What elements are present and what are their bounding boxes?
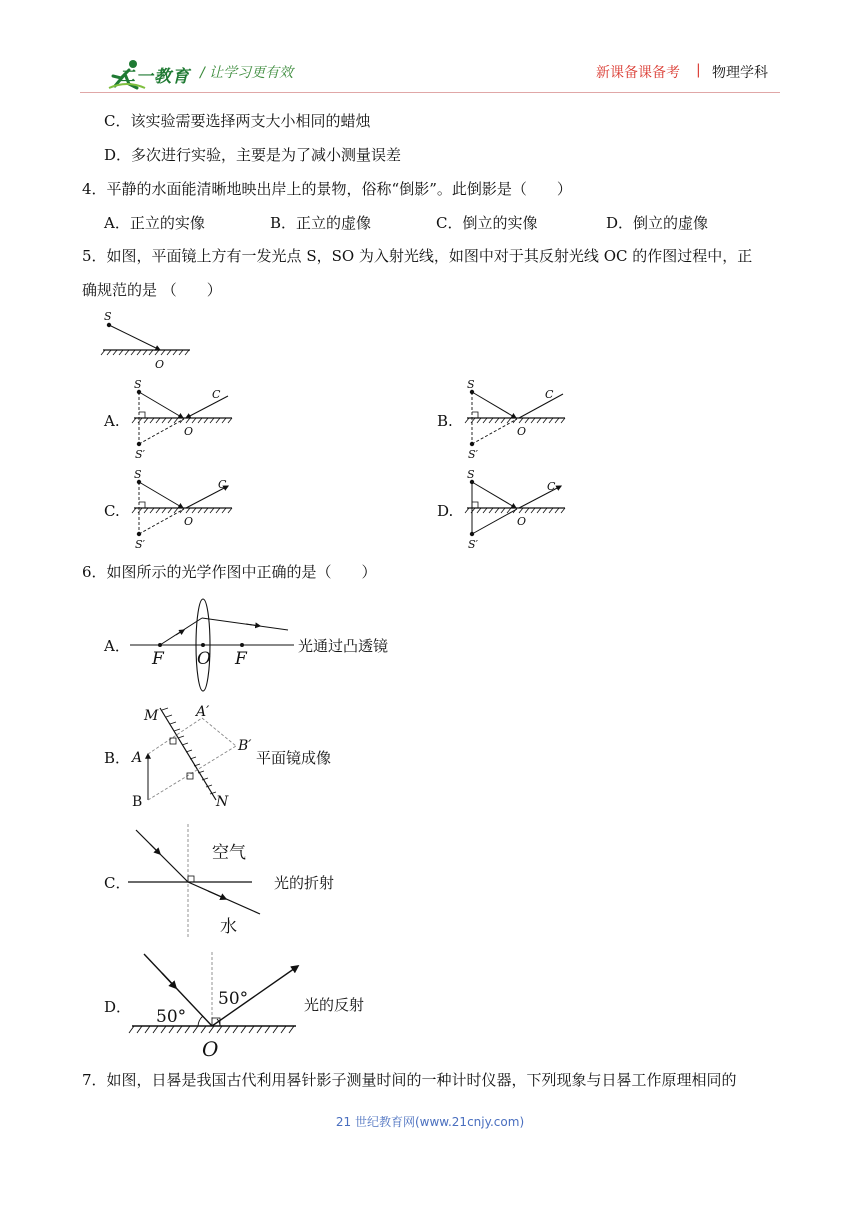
q5-c-label-c: C [218,478,227,491]
footer-source: 21 世纪教育网(www.21cnjy.com) [335,1115,525,1129]
q5-d-label-s: S [467,468,475,481]
q5-label-b: B. [437,412,453,430]
q5-label-d: D. [437,502,454,520]
q5-b-label-s: S [467,378,475,391]
q6-a-caption: 光通过凸透镜 [298,637,389,655]
q6-b-label-n: N [216,794,229,810]
slogan: / 让学习更有效 [200,65,294,81]
q5-figure-a [128,378,238,460]
q4-option-d: D．倒立的虚像 [606,214,709,232]
q5-figure-c [128,468,238,550]
header-course-tag: 新课备课备考 [596,65,680,81]
q6-b-label-m: M [144,708,159,724]
q7-stem: 7．如图，日晷是我国古代利用晷针影子测量时间的一种计时仪器，下列现象与日晷工作原理相同的 [82,1071,737,1089]
q4-stem: 4．平静的水面能清晰地映出岸上的景物，俗称“倒影”。此倒影是（ ） [82,180,572,198]
q3-option-c: C．该实验需要选择两支大小相同的蜡烛 [104,112,371,130]
q4-option-b: B．正立的虚像 [270,214,372,232]
q4-option-c: C．倒立的实像 [436,214,538,232]
header-divider [80,92,780,93]
q5-stem-line1: 5．如图，平面镜上方有一发光点 S，SO 为入射光线，如图中对于其反射光线 OC 的作图过程中，正 [82,247,753,265]
q5-a-label-s-prime: S′ [135,448,146,461]
q4-option-a: A．正立的实像 [104,214,205,232]
q5-label-a: A. [104,412,120,430]
header-subject: 物理学科 [712,65,768,81]
q6-figure-b [128,700,358,810]
q6-label-b: B． [104,749,131,767]
q6-a-label-f-right: F [235,649,247,669]
q5-b-label-c: C [545,388,554,401]
q6-d-label-angle-left: 50° [156,1007,187,1027]
q5-a-label-s: S [134,378,142,391]
q5-figure-b [461,378,571,460]
q5-a-label-c: C [212,388,221,401]
q5-d-label-c: C [547,480,556,493]
q6-a-label-o: O [197,649,211,669]
q5-label-c: C. [104,502,120,520]
q6-label-d: D． [104,998,132,1016]
q6-b-label-a: A [132,750,143,766]
q6-figure-c [128,822,368,942]
q6-figure-a [128,594,398,694]
q5-c-label-s-prime: S′ [135,538,146,551]
q5-figure-d [461,468,571,550]
brand-name: 二一教育 [118,67,190,87]
q5-a-label-o: O [184,425,194,438]
q6-label-c: C． [104,874,131,892]
q6-d-label-o: O [202,1037,219,1061]
q6-d-caption: 光的反射 [304,996,365,1014]
q5-base-figure [100,308,200,374]
q6-d-label-angle-right: 50° [218,989,249,1009]
q5-d-label-o: O [517,515,527,528]
q6-label-a: A． [104,637,130,655]
q6-b-label-a-prime: A′ [196,704,210,720]
q6-stem: 6．如图所示的光学作图中正确的是（ ） [82,563,377,581]
q6-c-caption: 光的折射 [274,874,335,892]
header-separator: | [696,62,701,78]
q6-b-label-b-prime: B′ [238,738,252,754]
q5-b-label-o: O [517,425,527,438]
q5-base-label-o: O [155,358,165,371]
q6-b-caption: 平面镜成像 [256,749,332,767]
q5-base-label-s: S [104,310,112,323]
q5-c-label-s: S [134,468,142,481]
q3-option-d: D．多次进行实验，主要是为了减小测量误差 [104,146,402,164]
q6-a-label-f-left: F [152,649,164,669]
q5-d-label-s-prime: S′ [468,538,479,551]
q6-figure-d [128,946,378,1062]
q5-c-label-o: O [184,515,194,528]
q6-c-label-air: 空气 [212,843,246,863]
q6-b-label-b: B [132,794,143,810]
q6-c-label-water: 水 [220,917,237,937]
q5-stem-line2: 确规范的是 （ ） [82,281,222,299]
q5-b-label-s-prime: S′ [468,448,479,461]
